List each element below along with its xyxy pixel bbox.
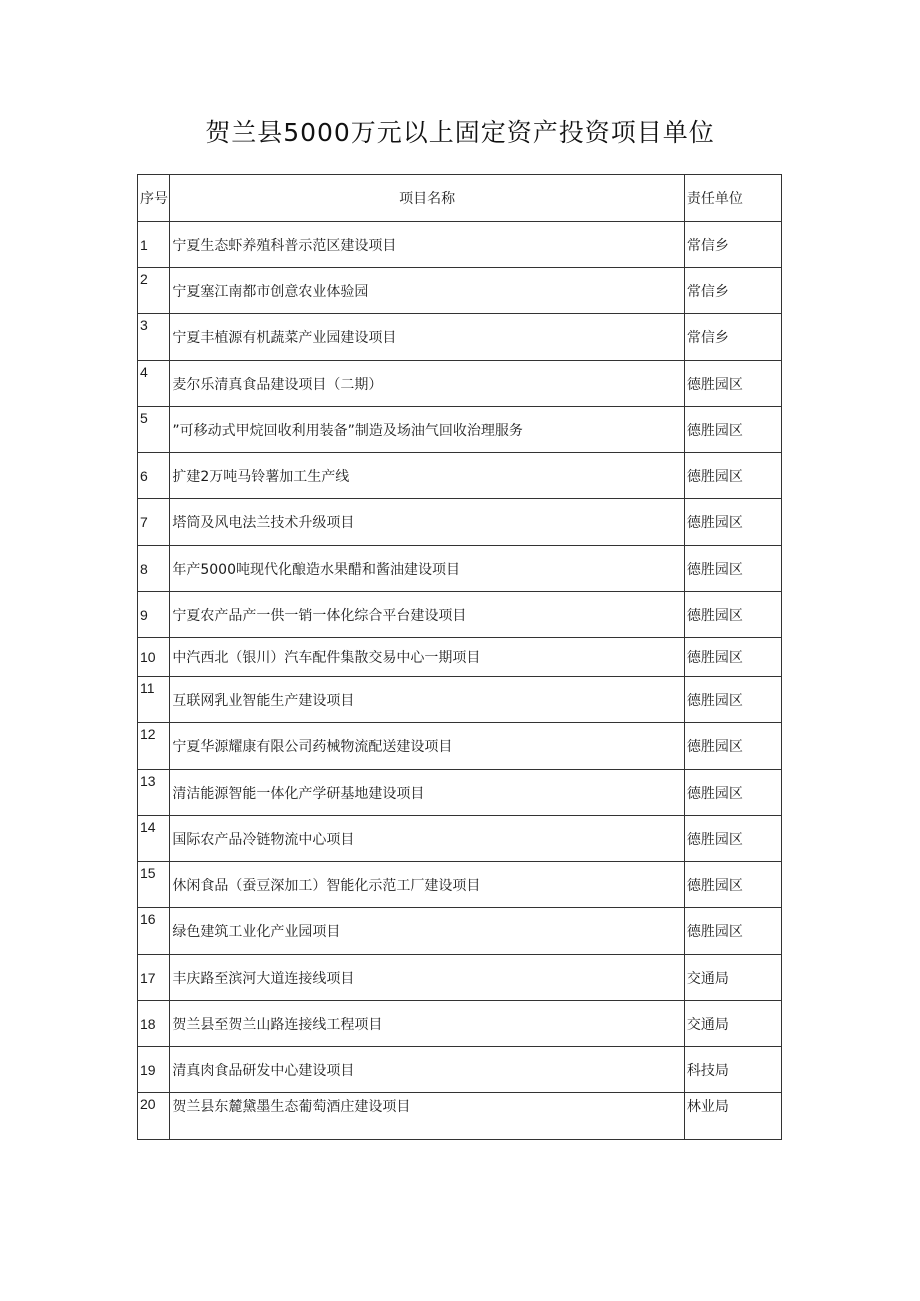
row-project-name: 宁夏生态虾养殖科普示范区建设项目 <box>170 222 685 268</box>
row-project-name: 宁夏塞江南都市创意农业体验园 <box>170 268 685 314</box>
row-project-name: 中汽西北（银川）汽车配件集散交易中心一期项目 <box>170 638 685 677</box>
row-unit: 交通局 <box>684 955 781 1001</box>
row-no: 14 <box>138 816 170 862</box>
row-project-name: 塔筒及风电法兰技术升级项目 <box>170 499 685 546</box>
table-row <box>138 723 782 770</box>
table-row <box>138 546 782 592</box>
row-unit: 德胜园区 <box>684 723 781 770</box>
row-project-name: 宁夏农产品产一供一销一体化综合平台建设项目 <box>170 592 685 638</box>
table-row <box>138 407 782 453</box>
row-unit: 交通局 <box>684 1001 781 1047</box>
row-unit: 德胜园区 <box>684 499 781 546</box>
table-row <box>138 592 782 638</box>
row-unit: 德胜园区 <box>684 407 781 453</box>
row-no: 6 <box>138 453 170 499</box>
row-no: 13 <box>138 770 170 816</box>
row-no: 9 <box>138 592 170 638</box>
table-row <box>138 361 782 407</box>
table-row <box>138 1001 782 1047</box>
header-no: 序号 <box>138 175 170 222</box>
table-row <box>138 862 782 908</box>
row-no: 4 <box>138 361 170 407</box>
row-project-name: 丰庆路至滨河大道连接线项目 <box>170 955 685 1001</box>
table-row <box>138 770 782 816</box>
row-project-name: 清真肉食品研发中心建设项目 <box>170 1047 685 1093</box>
row-project-name: 年产5000吨现代化酿造水果醋和酱油建设项目 <box>170 546 685 592</box>
row-no: 3 <box>138 314 170 361</box>
row-no: 7 <box>138 499 170 546</box>
row-no: 20 <box>138 1093 170 1140</box>
row-unit: 常信乡 <box>684 268 781 314</box>
table-row <box>138 677 782 723</box>
row-unit: 德胜园区 <box>684 816 781 862</box>
row-project-name: 休闲食品（蚕豆深加工）智能化示范工厂建设项目 <box>170 862 685 908</box>
table-row <box>138 1093 782 1140</box>
table-row <box>138 222 782 268</box>
row-unit: 德胜园区 <box>684 592 781 638</box>
row-unit: 德胜园区 <box>684 908 781 955</box>
table-row <box>138 499 782 546</box>
table-row <box>138 908 782 955</box>
table-row <box>138 314 782 361</box>
row-project-name: 绿色建筑工业化产业园项目 <box>170 908 685 955</box>
row-no: 16 <box>138 908 170 955</box>
row-unit: 常信乡 <box>684 314 781 361</box>
row-project-name: 国际农产品冷链物流中心项目 <box>170 816 685 862</box>
row-unit: 常信乡 <box>684 222 781 268</box>
row-project-name: 扩建2万吨马铃薯加工生产线 <box>170 453 685 499</box>
row-unit: 德胜园区 <box>684 638 781 677</box>
table-row <box>138 638 782 677</box>
row-no: 18 <box>138 1001 170 1047</box>
row-unit: 科技局 <box>684 1047 781 1093</box>
row-project-name: 互联网乳业智能生产建设项目 <box>170 677 685 723</box>
header-name: 项目名称 <box>170 175 685 222</box>
row-no: 5 <box>138 407 170 453</box>
row-project-name: ”可移动式甲烷回收利用装备”制造及场油气回收治理服务 <box>170 407 685 453</box>
row-no: 10 <box>138 638 170 677</box>
row-project-name: 宁夏丰植源有机蔬菜产业园建设项目 <box>170 314 685 361</box>
row-project-name: 贺兰县至贺兰山路连接线工程项目 <box>170 1001 685 1047</box>
row-project-name: 贺兰县东麓黛墨生态葡萄酒庄建设项目 <box>170 1093 685 1140</box>
row-no: 11 <box>138 677 170 723</box>
row-no: 2 <box>138 268 170 314</box>
header-unit: 责任单位 <box>684 175 781 222</box>
row-unit: 德胜园区 <box>684 546 781 592</box>
row-no: 15 <box>138 862 170 908</box>
table-header-row <box>138 175 782 222</box>
row-no: 19 <box>138 1047 170 1093</box>
row-unit: 德胜园区 <box>684 361 781 407</box>
project-table <box>137 174 782 1140</box>
row-no: 1 <box>138 222 170 268</box>
table-row <box>138 955 782 1001</box>
row-no: 12 <box>138 723 170 770</box>
row-project-name: 宁夏华源耀康有限公司药械物流配送建设项目 <box>170 723 685 770</box>
row-no: 8 <box>138 546 170 592</box>
row-unit: 林业局 <box>684 1093 781 1140</box>
row-unit: 德胜园区 <box>684 453 781 499</box>
row-project-name: 清洁能源智能一体化产学研基地建设项目 <box>170 770 685 816</box>
table-row <box>138 268 782 314</box>
row-unit: 德胜园区 <box>684 677 781 723</box>
table-row <box>138 816 782 862</box>
row-unit: 德胜园区 <box>684 862 781 908</box>
row-no: 17 <box>138 955 170 1001</box>
table-row <box>138 453 782 499</box>
row-project-name: 麦尔乐清真食品建设项目（二期） <box>170 361 685 407</box>
row-unit: 德胜园区 <box>684 770 781 816</box>
page-title: 贺兰县5000万元以上固定资产投资项目单位 <box>205 118 715 147</box>
table-row <box>138 1047 782 1093</box>
